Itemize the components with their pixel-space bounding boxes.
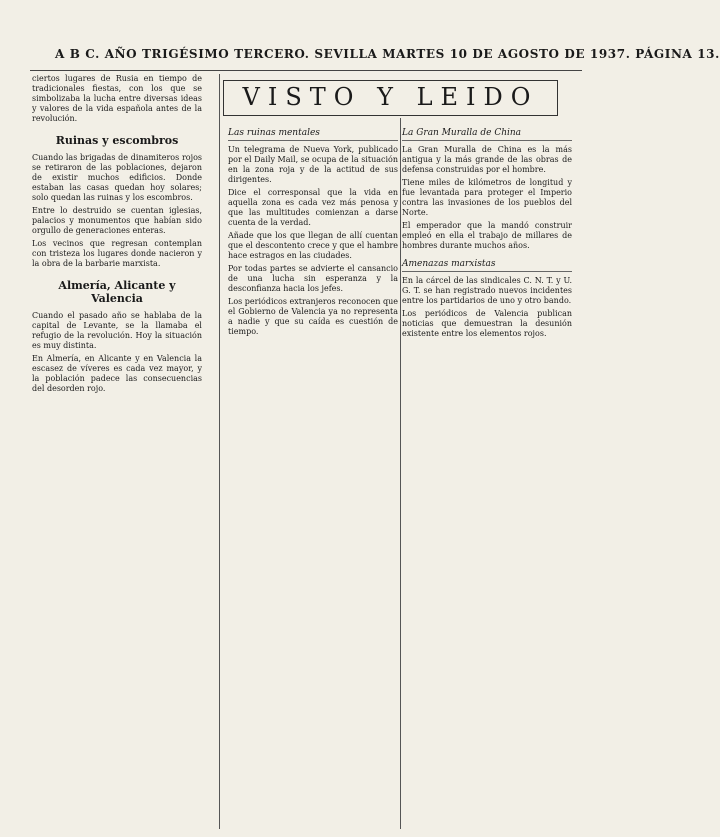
paragraph: Tiene miles de kilómetros de longitud y fue levantada para proteger el Imperio contra las invasiones de los pueblos del Norte. <box>402 178 572 217</box>
paragraph: Los periódicos de Valencia publican noticias que demuestran la desunión existente entre los elementos rojos. <box>402 309 572 338</box>
header-rule <box>30 70 582 71</box>
paragraph: En Almería, en Alicante y en Valencia la escasez de víveres es cada vez mayor, y la población padece las consecuencias del desorden rojo. <box>32 354 202 393</box>
paragraph: Dice el corresponsal que la vida en aquella zona es cada vez más penosa y que las multitudes comienzan a darse cuenta de la verdad. <box>228 188 398 227</box>
page-header: A B C. AÑO TRIGÉSIMO TERCERO. SEVILLA MARTES 10 DE AGOSTO DE 1937. PÁGINA 13. <box>55 47 720 61</box>
column-divider <box>400 118 401 829</box>
title-box <box>223 80 558 116</box>
subsection-title: Las ruinas mentales <box>228 128 398 141</box>
paragraph: El emperador que la mandó construir empleó en ella el trabajo de millares de hombres durante muchos años. <box>402 221 572 250</box>
paragraph: Un telegrama de Nueva York, publicado por el Daily Mail, se ocupa de la situación en la zona roja y de la actitud de sus dirigentes. <box>228 145 399 184</box>
paragraph: Entre lo destruido se cuentan iglesias, palacios y monumentos que habían sido orgullo de generaciones enteras. <box>32 206 202 235</box>
paragraph: Los vecinos que regresan contemplan con tristeza los lugares donde nacieron y la obra de la barbarie marxista. <box>32 239 202 268</box>
section-title: Almería, Alicante y Valencia <box>58 279 176 305</box>
intro-paragraph: ciertos lugares de Rusia en tiempo de tradicionales fiestas, con los que se simbolizaba la lucha entre diversas ideas y valores de la vida española antes de la revolución. <box>32 74 202 123</box>
paragraph: Cuando el pasado año se hablaba de la capital de Levante, se la llamaba el refugio de la revolución. Hoy la situación es muy distinta. <box>32 311 202 350</box>
column-left <box>32 74 202 829</box>
column-divider <box>219 74 220 829</box>
paragraph: Los periódicos extranjeros reconocen que el Gobierno de Valencia ya no representa a nadie y que su caída es cuestión de tiempo. <box>228 297 398 336</box>
section-title: Ruinas y escombros <box>55 134 179 147</box>
paragraph: Por todas partes se advierte el cansancio de una lucha sin esperanza y la desconfianza hacia los jefes. <box>228 264 398 293</box>
column-right <box>402 120 572 829</box>
subsection-title: Amenazas marxistas <box>402 259 572 272</box>
paragraph: Añade que los que llegan de allí cuentan que el descontento crece y que el hambre hace estragos en las ciudades. <box>228 231 398 260</box>
paragraph: En la cárcel de las sindicales C. N. T. y U. G. T. se han registrado nuevos incidentes entre los partidarios de uno y otro bando. <box>402 276 572 305</box>
paragraph: La Gran Muralla de China es la más antigua y la más grande de las obras de defensa construidas por el hombre. <box>402 145 572 174</box>
column-center <box>228 120 398 829</box>
paragraph: Cuando las brigadas de dinamiteros rojos se retiraron de las poblaciones, dejaron de existir muchos edificios. Donde estaban las casas quedan hoy solares; solo quedan las ruinas y los escombros. <box>32 153 202 202</box>
main-title: VISTO Y LEIDO <box>242 83 539 111</box>
subsection-title: La Gran Muralla de China <box>402 128 572 141</box>
